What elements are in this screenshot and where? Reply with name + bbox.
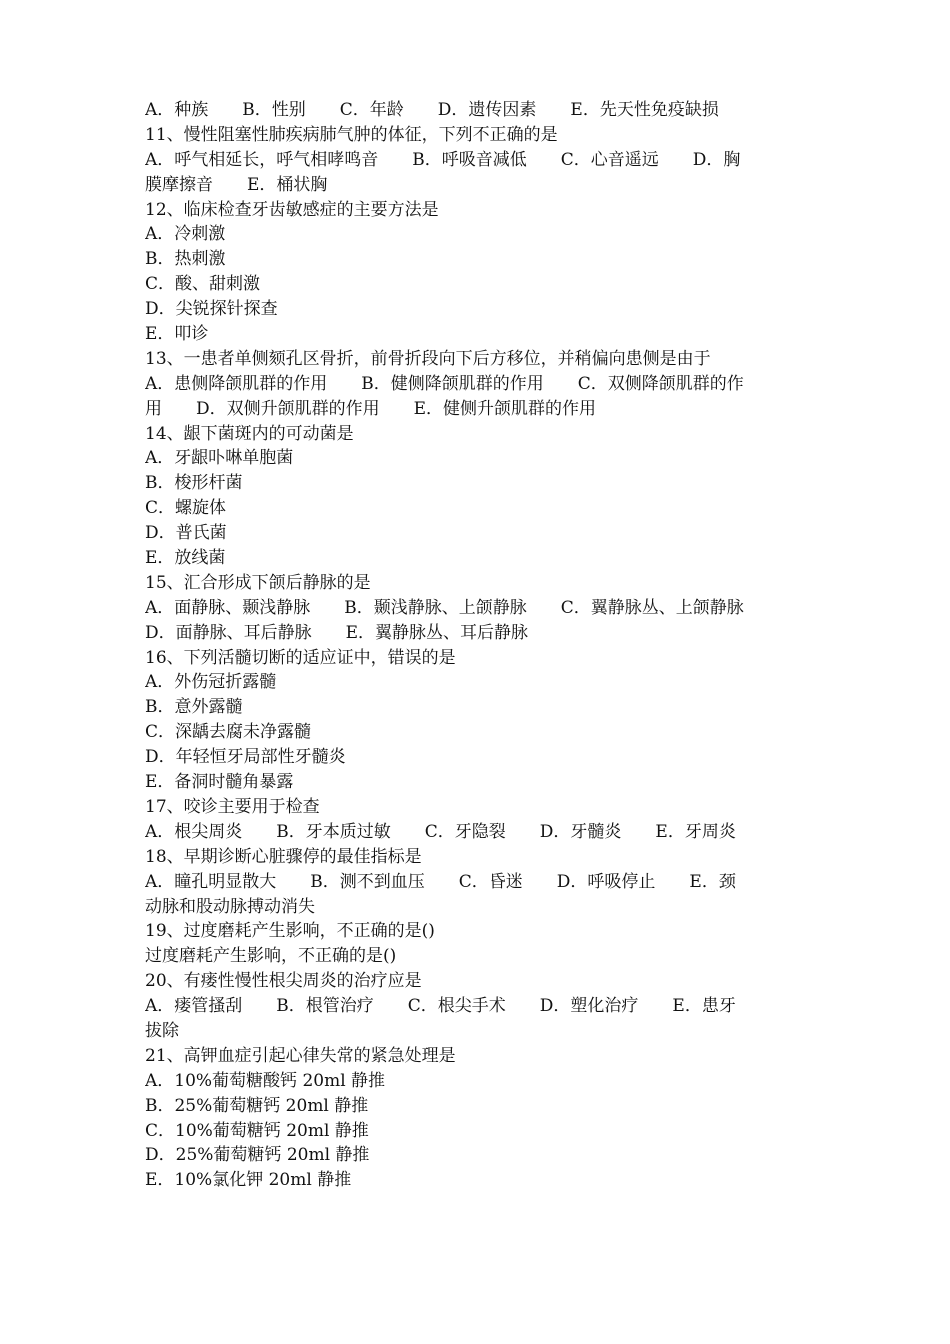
- option-line: E．放线菌: [145, 548, 226, 569]
- option-line: A．10%葡萄糖酸钙 20ml 静推: [145, 1070, 386, 1091]
- document-page: [145, 98, 810, 1193]
- option-line: D．普氏菌: [145, 523, 227, 544]
- text-line: 膜摩擦音 E．桶状胸: [145, 174, 328, 195]
- text-line: 拔除: [145, 1020, 179, 1041]
- option-line: C．深龋去腐未净露髓: [145, 722, 312, 743]
- question-line: 14、龈下菌斑内的可动菌是: [145, 423, 354, 444]
- option-line: D．年轻恒牙局部性牙髓炎: [145, 747, 346, 768]
- text-line: A．瘘管搔刮 B．根管治疗 C．根尖手术 D．塑化治疗 E．患牙: [145, 996, 736, 1017]
- text-line: A．根尖周炎 B．牙本质过敏 C．牙隐裂 D．牙髓炎 E．牙周炎: [145, 821, 736, 842]
- option-line: B．意外露髓: [145, 697, 243, 718]
- option-line: D．25%葡萄糖钙 20ml 静推: [145, 1145, 370, 1166]
- option-line: B．梭形杆菌: [145, 473, 243, 494]
- question-line: 19、过度磨耗产生影响，不正确的是(): [145, 921, 435, 942]
- option-line: E．叩诊: [145, 324, 209, 345]
- text-line: A．瞳孔明显散大 B．测不到血压 C．昏迷 D．呼吸停止 E．颈: [145, 871, 736, 892]
- text-line: A．种族 B．性别 C．年龄 D．遗传因素 E．先天性免疫缺损: [145, 100, 719, 120]
- text-line: A．面静脉、颞浅静脉 B．颞浅静脉、上颌静脉 C．翼静脉丛、上颌静脉: [145, 597, 744, 618]
- question-line: 16、下列活髓切断的适应证中，错误的是: [145, 647, 456, 668]
- option-line: C．螺旋体: [145, 498, 227, 519]
- option-line: A．牙龈卟啉单胞菌: [145, 448, 294, 469]
- question-line: 12、临床检查牙齿敏感症的主要方法是: [145, 199, 439, 220]
- question-line: 13、一患者单侧颏孔区骨折，前骨折段向下后方移位，并稍偏向患侧是由于: [145, 348, 711, 369]
- option-line: B．热刺激: [145, 249, 226, 270]
- option-line: C．酸、甜刺激: [145, 274, 261, 295]
- option-line: C．10%葡萄糖钙 20ml 静推: [145, 1120, 369, 1141]
- text-line: D．面静脉、耳后静脉 E．翼静脉丛、耳后静脉: [145, 622, 529, 643]
- text-line: 用 D．双侧升颌肌群的作用 E．健侧升颌肌群的作用: [145, 398, 597, 419]
- option-line: A．冷刺激: [145, 224, 226, 245]
- question-line: 20、有瘘性慢性根尖周炎的治疗应是: [145, 971, 422, 992]
- question-line: 11、慢性阻塞性肺疾病肺气肿的体征，下列不正确的是: [145, 124, 558, 145]
- option-line: D．尖锐探针探查: [145, 299, 278, 320]
- text-line: 动脉和股动脉搏动消失: [145, 896, 315, 917]
- option-line: E．10%氯化钾 20ml 静推: [145, 1170, 352, 1191]
- question-line: 17、咬诊主要用于检查: [145, 796, 320, 817]
- question-line: 21、高钾血症引起心律失常的紧急处理是: [145, 1045, 456, 1066]
- text-line: A．呼气相延长，呼气相哮鸣音 B．呼吸音减低 C．心音遥远 D．胸: [145, 149, 741, 170]
- question-line: 18、早期诊断心脏骤停的最佳指标是: [145, 846, 422, 867]
- text-line: 过度磨耗产生影响，不正确的是(): [145, 946, 397, 967]
- option-line: B．25%葡萄糖钙 20ml 静推: [145, 1095, 369, 1116]
- option-line: A．外伤冠折露髓: [145, 672, 277, 693]
- question-line: 15、汇合形成下颌后静脉的是: [145, 572, 371, 593]
- text-line: A．患侧降颌肌群的作用 B．健侧降颌肌群的作用 C．双侧降颌肌群的作: [145, 373, 744, 394]
- option-line: E．备洞时髓角暴露: [145, 772, 294, 793]
